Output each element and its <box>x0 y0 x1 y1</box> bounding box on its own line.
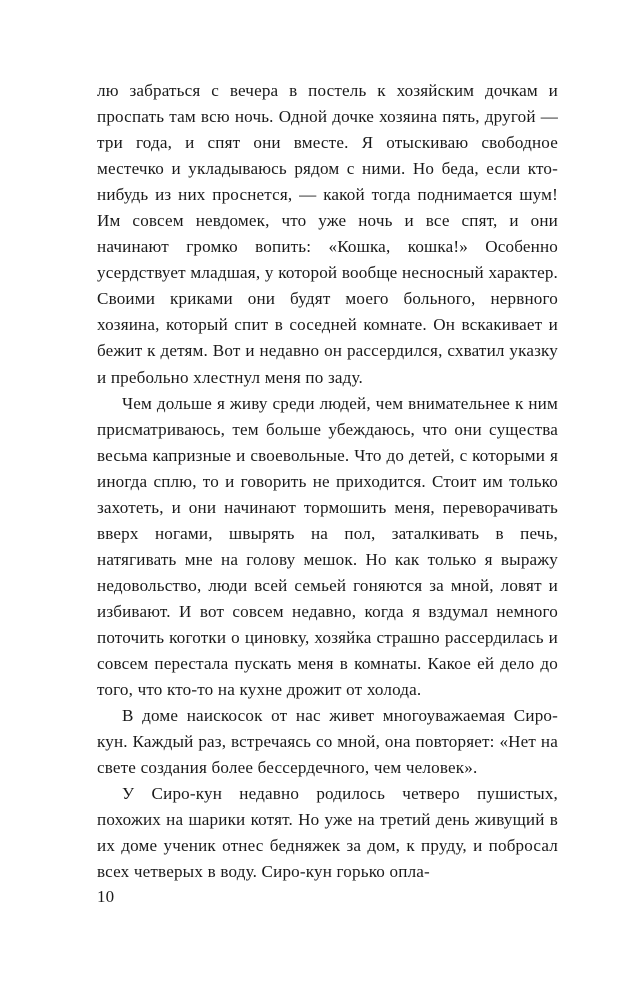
paragraph-1: лю забраться с вечера в постель к хозяйским дочкам и проспать там всю ночь. Одной дочке хозяина пять, другой — три года, и спят они вместе. Я отыскиваю свободное местечко и укладываюсь рядом с ними. Но беда, если кто-нибудь из них проснется, — какой тогда поднимается шум! Им совсем невдомек, что уже ночь и все спят, и они начинают громко вопить: «Кошка, кошка!» Особенно усердствует младшая, у которой вообще несносный характер. Своими криками они будят моего больного, нервного хозяина, который спит в соседней комнате. Он вскакивает и бежит к детям. Вот и недавно он рассердился, схватил указку и пребольно хлестнул меня по заду. <box>97 81 558 387</box>
paragraph-2: Чем дольше я живу среди людей, чем внимательнее к ним присматриваюсь, тем больше убеждаюсь, что они существа весьма капризные и своевольные. Что до детей, с которыми я иногда сплю, то и говорить не приходится. Стоит им только захотеть, и они начинают тормошить меня, переворачивать вверх ногами, швырять на пол, заталкивать в печь, натягивать мне на голову мешок. Но как только я выражу недовольство, люди всей семьей гоняются за мной, ловят и избивают. И вот совсем недавно, когда я вздумал немного поточить коготки о циновку, хозяйка страшно рассердилась и совсем перестала пускать меня в комнаты. Какое ей дело до того, что кто-то на кухне дрожит от холода. <box>97 393 558 700</box>
page-number: 10 <box>97 887 115 906</box>
paragraph-4: У Сиро-кун недавно родилось четверо пушистых, похожих на шарики котят. Но уже на третий день живущий в их доме ученик отнес бедняжек за дом, к пруду, и побросал всех четверых в воду. Сиро-кун горько опла- <box>97 784 558 882</box>
page-text-block <box>97 78 558 885</box>
paragraph-3: В доме наискосок от нас живет многоуважаемая Сиро-кун. Каждый раз, встречаясь со мной, она повторяет: «Нет на свете создания более бессердечного, чем человек». <box>97 706 558 778</box>
